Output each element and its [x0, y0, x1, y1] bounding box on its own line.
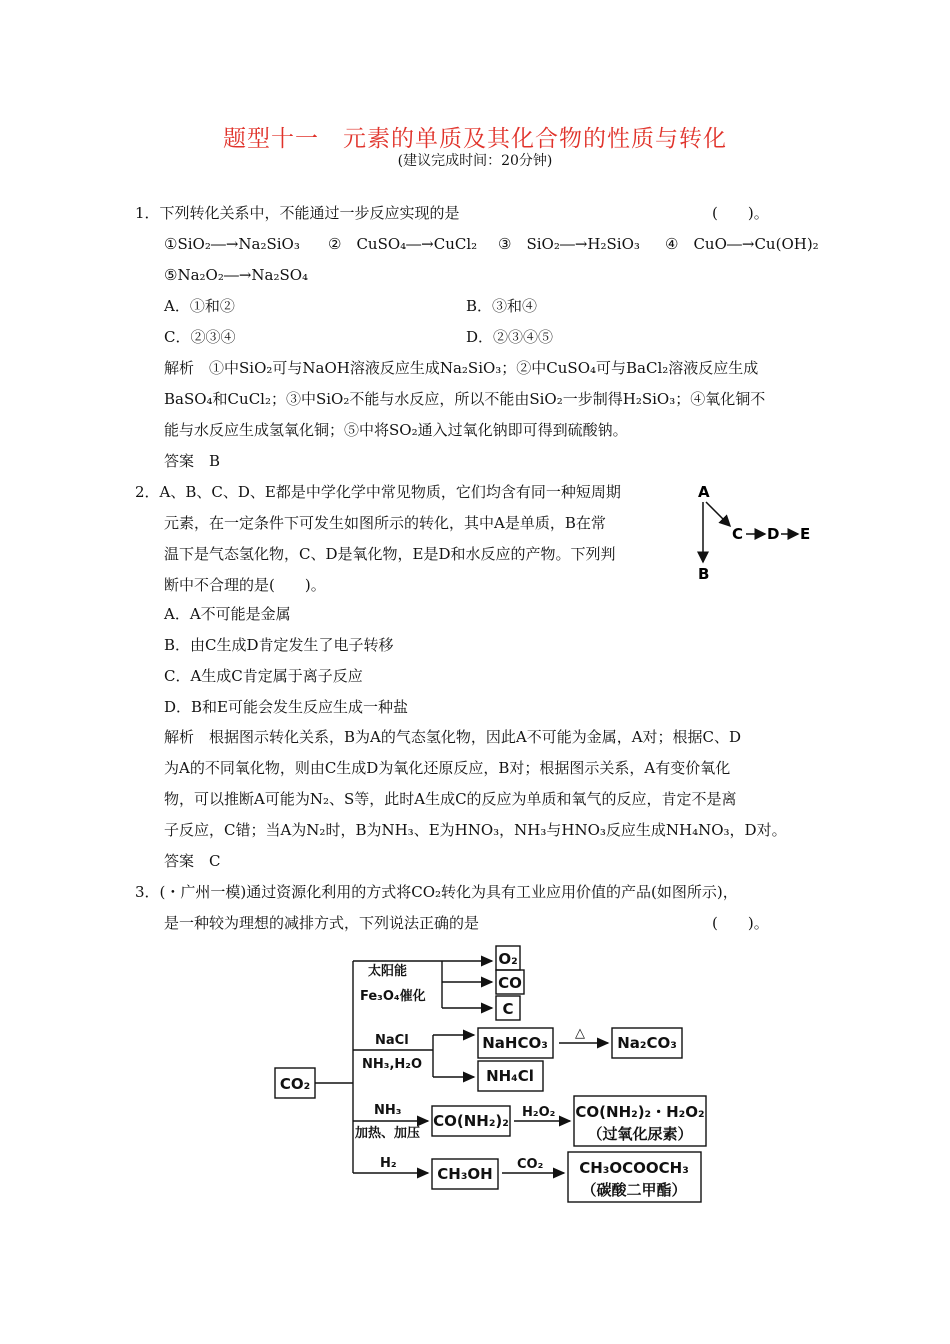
- arrow-a-to-c: [706, 502, 730, 526]
- cond-h2o2: H₂O₂: [522, 1105, 556, 1120]
- cond-nh3-h2o: NH₃,H₂O: [362, 1057, 423, 1072]
- q2-stem-line-1: 2．A、B、C、D、E都是中学化学中常见物质，它们均含有同一种短周期: [135, 483, 621, 501]
- q1-analysis-line-1: 解析 ①中SiO₂可与NaOH溶液反应生成Na₂SiO₃；②中CuSO₄可与BaCl₂溶液反应生成: [164, 359, 759, 377]
- cond-nacl: NaCl: [375, 1033, 409, 1048]
- dmc-name: （碳酸二甲酯）: [581, 1181, 687, 1199]
- perurea-formula: CO(NH₂)₂・H₂O₂: [575, 1103, 705, 1121]
- perurea-name: （过氧化尿素）: [587, 1125, 693, 1143]
- na2co3-label: Na₂CO₃: [617, 1034, 677, 1052]
- q2-option-d: D．B和E可能会发生反应生成一种盐: [164, 698, 409, 716]
- q1-option-a: A．①和②: [164, 297, 235, 315]
- dmc-formula: CH₃OCOOCH₃: [579, 1159, 689, 1177]
- ch3oh-label: CH₃OH: [437, 1165, 493, 1183]
- q2-stem-line-2: 元素，在一定条件下可发生如图所示的转化，其中A是单质，B在常: [164, 514, 606, 532]
- nahco3-label: NaHCO₃: [482, 1034, 548, 1052]
- c-label: C: [502, 1000, 514, 1018]
- q2-option-a: A．A不可能是金属: [164, 605, 291, 623]
- q2-stem-line-4: 断中不合理的是( )。: [164, 576, 326, 594]
- diagram-node-c: C: [732, 525, 744, 543]
- co-label: CO: [498, 974, 522, 992]
- nh4cl-label: NH₄Cl: [486, 1067, 534, 1085]
- urea-label: CO(NH₂)₂: [433, 1112, 509, 1130]
- q1-option-c: C．②③④: [164, 328, 236, 346]
- q1-answer: 答案 B: [164, 452, 221, 470]
- q2-answer: 答案 C: [164, 852, 221, 870]
- co2-utilization-flowchart: [270, 940, 720, 1215]
- q3-stem-line-2: 是一种较为理想的减排方式，下列说法正确的是: [164, 914, 480, 932]
- cond-fe3o4: Fe₃O₄催化: [360, 989, 426, 1004]
- cond-nh3: NH₃: [374, 1103, 402, 1118]
- q1-option-d: D．②③④⑤: [466, 328, 554, 346]
- q1-analysis-line-2: BaSO₄和CuCl₂；③中SiO₂不能与水反应，所以不能由SiO₂一步制得H₂SiO₃；④氧化铜不: [164, 390, 766, 408]
- cond-heat: △: [575, 1026, 585, 1041]
- q2-analysis-line-4: 子反应，C错；当A为N₂时，B为NH₃、E为HNO₃，NH₃与HNO₃反应生成NH₄NO₃，D对。: [164, 821, 787, 839]
- diagram-node-b: B: [698, 565, 710, 583]
- page-title: 题型十一 元素的单质及其化合物的性质与转化: [223, 126, 727, 152]
- cond-h2: H₂: [380, 1156, 397, 1171]
- q3-answer-blank: ( )。: [712, 914, 769, 932]
- q2-stem-line-3: 温下是气态氢化物，C、D是氧化物，E是D和水反应的产物。下列判: [164, 545, 616, 563]
- diagram-node-a: A: [698, 483, 710, 501]
- diagram-node-e: E: [800, 525, 811, 543]
- q2-conversion-diagram: [690, 478, 820, 588]
- q1-item-5: ⑤Na₂O₂―→Na₂SO₄: [164, 266, 309, 284]
- cond-co2: CO₂: [517, 1157, 544, 1172]
- o2-label: O₂: [498, 950, 518, 968]
- q1-item-3: ③ SiO₂―→H₂SiO₃: [498, 235, 640, 253]
- co2-label: CO₂: [279, 1075, 311, 1093]
- diagram-node-d: D: [767, 525, 780, 543]
- time-hint: (建议完成时间：20分钟): [397, 153, 553, 169]
- q1-item-4: ④ CuO―→Cu(OH)₂: [665, 235, 819, 253]
- q2-analysis-line-2: 为A的不同氧化物，则由C生成D为氧化还原反应，B对；根据图示关系，A有变价氧化: [164, 759, 731, 777]
- q1-analysis-line-3: 能与水反应生成氢氧化铜；⑤中将SO₂通入过氧化钠即可得到硫酸钠。: [164, 421, 628, 439]
- q1-item-2: ② CuSO₄―→CuCl₂: [328, 235, 478, 253]
- q1-answer-blank: ( )。: [712, 204, 769, 222]
- q2-analysis-line-3: 物，可以推断A可能为N₂、S等，此时A生成C的反应为单质和氧气的反应，肯定不是离: [164, 790, 737, 808]
- q1-stem: 1．下列转化关系中，不能通过一步反应实现的是: [135, 204, 460, 222]
- q1-option-b: B．③和④: [466, 297, 538, 315]
- q2-option-b: B．由C生成D肯定发生了电子转移: [164, 636, 394, 654]
- q3-stem-line-1: 3．(・广州一模)通过资源化利用的方式将CO₂转化为具有工业应用价值的产品(如图所示)，: [135, 883, 738, 901]
- q2-analysis-line-1: 解析 根据图示转化关系，B为A的气态氢化物，因此A不可能为金属，A对；根据C、D: [164, 728, 742, 746]
- q2-option-c: C．A生成C肯定属于离子反应: [164, 667, 363, 685]
- cond-heat-pressure: 加热、加压: [355, 1126, 421, 1141]
- q1-item-1: ①SiO₂―→Na₂SiO₃: [164, 235, 300, 253]
- cond-solar: 太阳能: [368, 964, 408, 979]
